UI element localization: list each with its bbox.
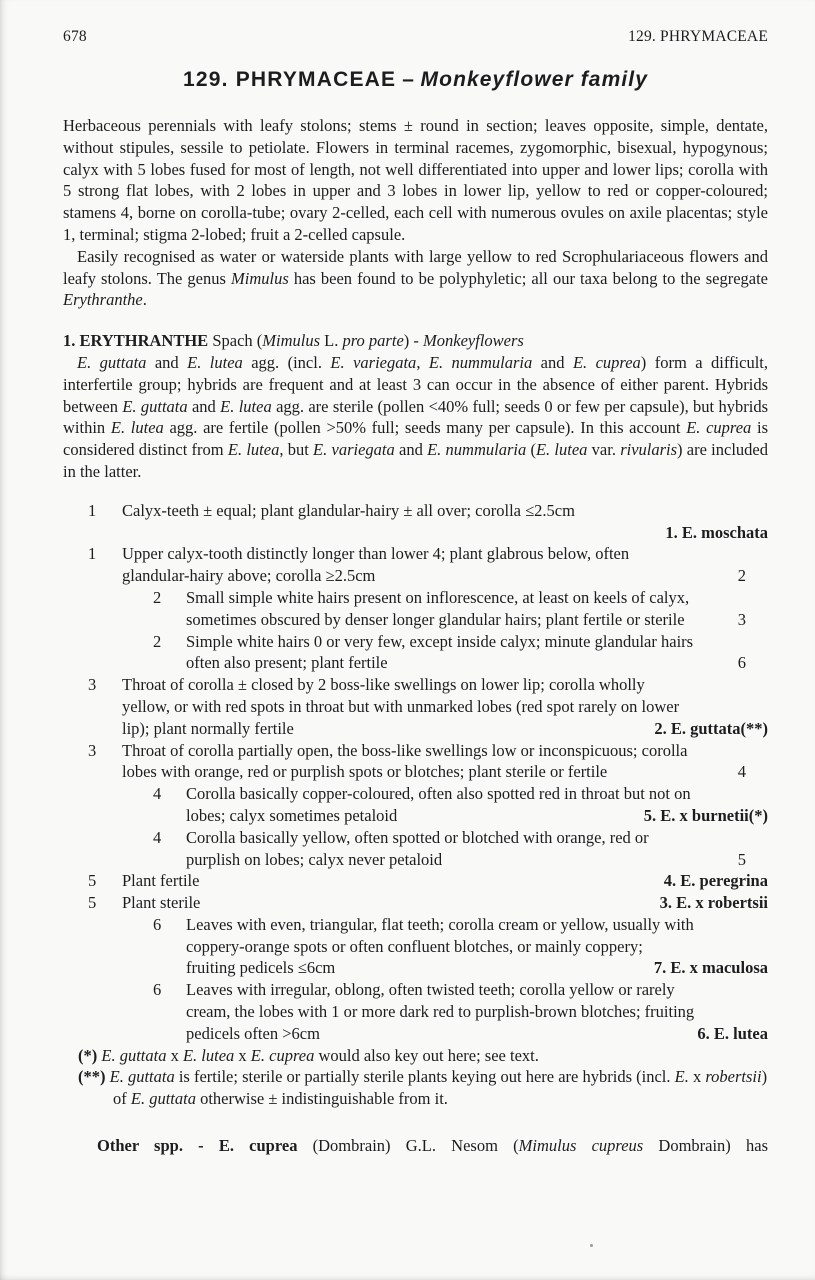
- key-entry: [63, 500, 768, 544]
- key-lead-text: Corolla basically copper-coloured, often also spotted red in throat but not on lobes; calyx sometimes petaloid: [186, 784, 691, 825]
- key-couplet-number: 6: [153, 914, 162, 934]
- genus-heading: 1. ERYTHRANTHE Spach (Mimulus L. pro parte) - Monkeyflowers: [63, 331, 524, 351]
- key-couplet-number: 5: [88, 871, 97, 891]
- key-entry: [63, 979, 768, 1044]
- key-result: 4. E. peregrina: [663, 871, 768, 891]
- key-couplet-number: 2: [153, 587, 162, 607]
- key-lead-text: Throat of corolla ± closed by 2 boss-like swellings on lower lip; corolla wholly yellow, or with red spots in throat but with unmarked lobes (red spot rarely on lower lip); plant normally fertile: [122, 675, 680, 738]
- key-result: 2. E. guttata(**): [654, 718, 768, 738]
- key-entry: [63, 631, 768, 675]
- key-entry: [63, 870, 768, 892]
- key-couplet-number: 6: [153, 980, 162, 1000]
- key-lead-text: Corolla basically yellow, often spotted or blotched with orange, red or purplish on lobes; calyx never petaloid: [186, 827, 649, 869]
- genus-intro: E. guttata and E. lutea agg. (incl. E. variegata, E. nummularia and E. cuprea) form a difficult, interfertile group; hybrids are frequent and at least 3 can occur in the absence of either parent. Hybrids between E. guttata and E. lutea agg. are sterile (pollen <40% full; seeds 0 or few per capsule), but hybrids within E. lutea agg. are fertile (pollen >50% full; seeds many per capsule). In this account E. cuprea is considered distinct from E. lutea, but E. variegata and E. nummularia (E. lutea var. rivularis) are included in the latter.: [63, 352, 768, 481]
- key-result: 2: [737, 566, 746, 586]
- key-result: 4: [737, 762, 746, 782]
- key-result: 5. E. x burnetii(*): [643, 805, 768, 825]
- key-entry: [63, 892, 768, 914]
- family-description: Herbaceous perennials with leafy stolons; stems ± round in section; leaves opposite, simple, dentate, without stipules, sessile to petiolate. Flowers in terminal racemes, zygomorphic, bisexual, hypogynous; calyx with 5 lobes fused for most of length, not well differentiated into upper and lower lips; corolla with 5 strong flat lobes, with 2 lobes in upper and 3 lobes in lower lip, yellow to red or copper-coloured; stamens 4, borne on corolla-tube; ovary 2-celled, each cell with numerous ovules on axile placentas; style 1, terminal; stigma 2-lobed; fruit a 2-celled capsule.: [63, 116, 768, 244]
- key-result: 6. E. lutea: [697, 1023, 768, 1043]
- running-header: [63, 28, 768, 46]
- key-result: 7. E. x maculosa: [653, 958, 768, 978]
- key-result: 6: [737, 653, 746, 673]
- key-result: 5: [737, 849, 746, 869]
- key-lead-text: Throat of corolla partially open, the boss-like swellings low or inconspicuous; corolla lobes with orange, red or purplish spots or blotches; plant sterile or fertile: [122, 740, 688, 782]
- key-footnote: (**) E. guttata is fertile; sterile or partially sterile plants keying out here are hybrids (incl. E. x robertsii) of E. guttata otherwise ± indistinguishable from it.: [78, 1067, 768, 1109]
- key-entry: [63, 587, 768, 631]
- key-entry: [63, 674, 768, 739]
- key-entry: [63, 827, 768, 871]
- key-lead-text: Plant sterile: [122, 893, 201, 913]
- key-footnote: (*) E. guttata x E. lutea x E. cuprea would also key out here; see text.: [78, 1045, 539, 1065]
- key-lead-text: Plant fertile: [122, 871, 200, 891]
- family-title: [63, 68, 768, 92]
- key-couplet-number: 3: [88, 740, 97, 760]
- other-species-note: Other spp. - E. cuprea (Dombrain) G.L. Nesom (Mimulus cupreus Dombrain) has: [97, 1136, 768, 1156]
- family-name: 129. PHRYMACEAE: [182, 68, 397, 91]
- scan-speck: [590, 1244, 593, 1247]
- key-entry: [63, 543, 768, 587]
- key-footnotes: [63, 1045, 768, 1110]
- recognition-note: Easily recognised as water or waterside plants with large yellow to red Scrophulariaceous flowers and leafy stolons. The genus Mimulus has been found to be polyphyletic; all our taxa belong to the segregate Erythranthe.: [63, 246, 768, 310]
- key-couplet-number: 1: [88, 500, 97, 520]
- key-result: 3. E. x robertsii: [659, 893, 768, 913]
- key-lead-text: Small simple white hairs present on inflorescence, at least on keels of calyx, sometimes obscured by denser longer glandular hairs; plant fertile or sterile: [186, 587, 690, 629]
- key-entry: [63, 740, 768, 784]
- key-couplet-number: 5: [88, 893, 97, 913]
- family-common-name: Monkeyflower family: [420, 68, 649, 91]
- key-result: 1. E. moschata: [665, 522, 768, 542]
- key-entry: [63, 783, 768, 827]
- key-couplet-number: 4: [153, 827, 162, 847]
- page-number: 678: [63, 28, 87, 45]
- dichotomous-key: [63, 500, 768, 1045]
- key-lead-text: Calyx-teeth ± equal; plant glandular-hairy ± all over; corolla ≤2.5cm: [122, 500, 575, 520]
- key-couplet-number: 1: [88, 544, 97, 564]
- key-lead-text: Leaves with irregular, oblong, often twisted teeth; corolla yellow or rarely cream, the lobes with 1 or more dark red to purplish-brown blotches; fruiting pedicels often >6cm: [186, 980, 695, 1043]
- key-lead-text: Upper calyx-tooth distinctly longer than lower 4; plant glabrous below, often glandular-hairy above; corolla ≥2.5cm: [122, 544, 630, 586]
- key-lead-text: Leaves with even, triangular, flat teeth; corolla cream or yellow, usually with coppery-orange spots or often confluent blotches, or mainly coppery; fruiting pedicels ≤6cm: [186, 914, 694, 978]
- key-couplet-number: 3: [88, 675, 97, 695]
- key-couplet-number: 4: [153, 784, 162, 804]
- running-header-family: 129. PHRYMACEAE: [628, 28, 768, 45]
- key-entry: [63, 914, 768, 979]
- key-result: 3: [737, 609, 746, 629]
- key-lead-text: Simple white hairs 0 or very few, except inside calyx; minute glandular hairs often also present; plant fertile: [186, 631, 694, 673]
- key-couplet-number: 2: [153, 631, 162, 651]
- title-dash: –: [402, 68, 415, 91]
